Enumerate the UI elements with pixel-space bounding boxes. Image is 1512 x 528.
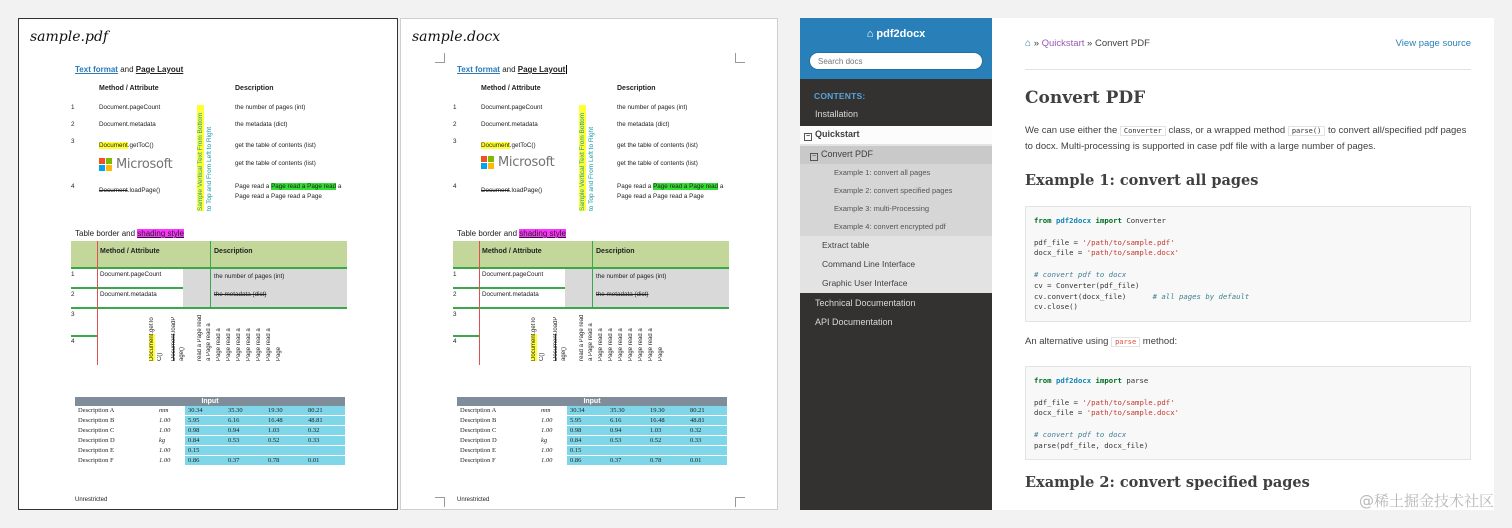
code-block-2: from pdf2docx import parse pdf_file = '/path/to/sample.pdf' docx_file = 'path/to/sample.docx' # convert pdf to docx parse(pdf_file, docx_file) bbox=[1025, 366, 1471, 460]
input-table-header: Input bbox=[75, 397, 345, 406]
rotated-text: Page read a bbox=[266, 328, 272, 361]
table-cell: Page read a Page read a Page read a bbox=[235, 183, 342, 190]
section-heading-table-border: Table border and shading style bbox=[75, 229, 184, 238]
table-header-method: Method / Attribute bbox=[99, 85, 159, 92]
row-number: 4 bbox=[453, 338, 457, 345]
rotated-text: Page read a bbox=[216, 328, 222, 361]
rotated-text: a Page read a bbox=[588, 323, 594, 361]
crop-mark bbox=[435, 53, 445, 63]
table-cell: the number of pages (int) bbox=[617, 104, 688, 111]
sidebar-item-quickstart[interactable]: − Quickstart bbox=[800, 126, 992, 144]
rotated-text: age() bbox=[561, 346, 567, 361]
bordered-table bbox=[453, 241, 729, 365]
table-cell: Document.pageCount bbox=[99, 104, 161, 111]
rotated-text: Page bbox=[658, 346, 664, 361]
table-cell: the metadata (dict) bbox=[235, 121, 288, 128]
microsoft-logo: Microsoft bbox=[481, 155, 554, 170]
table-row: Description F 1.00 0.86 0.37 0.78 0.01 bbox=[75, 456, 345, 466]
table-row: Description D kg 0.84 0.53 0.52 0.33 bbox=[75, 436, 345, 446]
rotated-text: Page read a bbox=[256, 328, 262, 361]
row-number: 1 bbox=[71, 271, 75, 278]
sidebar-item-installation[interactable]: Installation bbox=[815, 109, 859, 119]
table-row: Description C 1.00 0.98 0.94 1.03 0.32 bbox=[75, 426, 345, 436]
table-cell: get the table of contents (list) bbox=[617, 160, 698, 167]
table-header-description: Description bbox=[235, 85, 274, 92]
table-cell: Document.getToC() bbox=[99, 142, 154, 149]
example-2-heading: Example 2: convert specified pages bbox=[1025, 474, 1310, 491]
table-header-method: Method / Attribute bbox=[482, 248, 542, 255]
docx-page-title: sample.docx bbox=[412, 29, 501, 45]
crop-mark bbox=[435, 497, 445, 507]
breadcrumb-quickstart-link[interactable]: Quickstart bbox=[1041, 38, 1085, 49]
method-table bbox=[453, 81, 747, 231]
table-cell: the metadata (dict) bbox=[596, 291, 649, 298]
footer-label: Unrestricted bbox=[75, 497, 108, 503]
rotated-text: Document.loadP bbox=[553, 316, 559, 361]
rotated-text: age() bbox=[179, 346, 185, 361]
table-cell: the metadata (dict) bbox=[617, 121, 670, 128]
sidebar-item-example-3[interactable]: Example 3: multi-Processing bbox=[800, 200, 992, 218]
rotated-text: Page bbox=[276, 346, 282, 361]
home-icon: ⌂ bbox=[866, 28, 874, 40]
text-cursor bbox=[566, 65, 567, 74]
brand-link[interactable]: ⌂ pdf2docx bbox=[866, 28, 926, 40]
rotated-text: Page read a bbox=[226, 328, 232, 361]
table-cell: the metadata (dict) bbox=[214, 291, 267, 298]
pdf-page-title: sample.pdf bbox=[30, 29, 109, 45]
vertical-text: Sample Vertical Text From Bottom bbox=[197, 105, 204, 211]
sidebar-header bbox=[800, 18, 992, 79]
table-row: Description A mm 30.34 35.30 19.30 80.21 bbox=[457, 406, 727, 416]
row-number: 1 bbox=[71, 104, 75, 111]
collapse-icon[interactable]: − bbox=[811, 153, 817, 160]
row-number: 3 bbox=[71, 311, 75, 318]
table-cell: the number of pages (int) bbox=[214, 273, 285, 280]
row-number: 3 bbox=[453, 138, 457, 145]
table-row: Description B 1.00 5.95 6.16 16.48 48.81 bbox=[457, 416, 727, 426]
docx-page bbox=[400, 18, 778, 510]
rotated-text: a Page read a bbox=[206, 323, 212, 361]
table-cell: Document.pageCount bbox=[481, 104, 543, 111]
collapse-icon[interactable]: − bbox=[805, 133, 811, 140]
table-header-method: Method / Attribute bbox=[100, 248, 160, 255]
rotated-text: Page read a bbox=[598, 328, 604, 361]
watermark: @稀土掘金技术社区 bbox=[1358, 492, 1494, 510]
row-number: 3 bbox=[71, 138, 75, 145]
row-number: 4 bbox=[453, 183, 457, 190]
vertical-text: Sample Vertical Text From Bottom bbox=[579, 105, 586, 211]
rotated-text: C() bbox=[157, 352, 163, 361]
divider bbox=[1025, 69, 1471, 70]
table-cell: get the table of contents (list) bbox=[235, 160, 316, 167]
table-cell: Document.pageCount bbox=[100, 271, 162, 278]
page-title: Convert PDF bbox=[1025, 88, 1146, 108]
table-row: Description F 1.00 0.86 0.37 0.78 0.01 bbox=[457, 456, 727, 466]
input-table-header: Input bbox=[457, 397, 727, 406]
table-cell: Page read a Page read a Page bbox=[617, 193, 704, 200]
table-row: Description E 1.00 0.15 bbox=[457, 446, 727, 456]
sidebar-item-example-1[interactable]: Example 1: convert all pages bbox=[800, 164, 992, 182]
footer-label: Unrestricted bbox=[457, 497, 490, 503]
table-cell: Page read a Page read a Page bbox=[235, 193, 322, 200]
bordered-table bbox=[71, 241, 347, 365]
docs-site bbox=[800, 18, 1494, 510]
row-number: 4 bbox=[71, 338, 75, 345]
table-cell: get the table of contents (list) bbox=[617, 142, 698, 149]
sidebar-item-convert-pdf[interactable]: − Convert PDF bbox=[800, 146, 992, 164]
table-cell: get the table of contents (list) bbox=[235, 142, 316, 149]
sidebar-item-example-4[interactable]: Example 4: convert encrypted pdf bbox=[800, 218, 992, 236]
home-icon[interactable]: ⌂ bbox=[1025, 38, 1032, 49]
row-number: 4 bbox=[71, 183, 75, 190]
rotated-text: C() bbox=[539, 352, 545, 361]
table-cell: Document.pageCount bbox=[482, 271, 544, 278]
row-number: 3 bbox=[453, 311, 457, 318]
table-row: Description C 1.00 0.98 0.94 1.03 0.32 bbox=[457, 426, 727, 436]
table-row: Description B 1.00 5.95 6.16 16.48 48.81 bbox=[75, 416, 345, 426]
rotated-text: Page read a bbox=[236, 328, 242, 361]
sidebar-item-cli[interactable]: Command Line Interface bbox=[800, 255, 992, 274]
view-page-source-link[interactable]: View page source bbox=[1395, 38, 1471, 49]
crop-mark bbox=[735, 53, 745, 63]
method-table bbox=[71, 81, 365, 231]
intro-paragraph: We can use either the Converter class, or a wrapped method parse() to convert all/specified pdf pages to docx. Multi-processing is supported in case pdf file with a large number of pages. bbox=[1025, 125, 1467, 152]
rotated-text: Page read a bbox=[648, 328, 654, 361]
microsoft-logo-icon bbox=[99, 158, 112, 171]
sidebar-item-technical-documentation[interactable]: Technical Documentation bbox=[815, 298, 916, 308]
pdf-page bbox=[18, 18, 398, 510]
table-cell: Document.metadata bbox=[482, 291, 539, 298]
row-number: 2 bbox=[453, 121, 457, 128]
row-number: 1 bbox=[453, 104, 457, 111]
table-header-description: Description bbox=[214, 248, 253, 255]
example-1-heading: Example 1: convert all pages bbox=[1025, 172, 1259, 189]
table-cell: Document.loadPage() bbox=[481, 187, 543, 194]
vertical-text: to Top and From Left to Right bbox=[206, 126, 213, 211]
sidebar bbox=[800, 18, 992, 510]
rotated-text: Page read a bbox=[608, 328, 614, 361]
table-cell: Page read a Page read a Page read a bbox=[617, 183, 724, 190]
table-header-method: Method / Attribute bbox=[481, 85, 541, 92]
breadcrumb-current: Convert PDF bbox=[1094, 38, 1150, 49]
row-number: 2 bbox=[71, 291, 75, 298]
rotated-text: Page read a bbox=[246, 328, 252, 361]
rotated-text: Document.loadP bbox=[171, 316, 177, 361]
contents-caption: CONTENTS: bbox=[814, 91, 866, 101]
vertical-text: to Top and From Left to Right bbox=[588, 126, 595, 211]
crop-mark bbox=[735, 497, 745, 507]
row-number: 1 bbox=[453, 271, 457, 278]
rotated-text: read a Page read bbox=[197, 314, 203, 361]
rotated-text: Page read a bbox=[638, 328, 644, 361]
rotated-text: read a Page read bbox=[579, 314, 585, 361]
rotated-text: Document.getTo bbox=[531, 317, 537, 361]
section-heading-text-format: Text format and Page Layout bbox=[75, 65, 184, 74]
alternative-paragraph: An alternative using parse method: bbox=[1025, 336, 1178, 347]
sidebar-item-example-2[interactable]: Example 2: convert specified pages bbox=[800, 182, 992, 200]
microsoft-logo: Microsoft bbox=[99, 157, 172, 172]
table-cell: the number of pages (int) bbox=[596, 273, 667, 280]
sidebar-item-gui[interactable]: Graphic User Interface bbox=[800, 274, 992, 293]
table-cell: Document.metadata bbox=[99, 121, 156, 128]
table-row: Description E 1.00 0.15 bbox=[75, 446, 345, 456]
table-row: Description D kg 0.84 0.53 0.52 0.33 bbox=[457, 436, 727, 446]
sidebar-item-api-documentation[interactable]: API Documentation bbox=[815, 317, 893, 327]
rotated-text: Page read a bbox=[618, 328, 624, 361]
row-number: 2 bbox=[453, 291, 457, 298]
table-row: Description A mm 30.34 35.30 19.30 80.21 bbox=[75, 406, 345, 416]
table-cell: Document.metadata bbox=[481, 121, 538, 128]
row-number: 2 bbox=[71, 121, 75, 128]
table-cell: the number of pages (int) bbox=[235, 104, 306, 111]
rotated-text: Page read a bbox=[628, 328, 634, 361]
table-cell: Document.metadata bbox=[100, 291, 157, 298]
table-header-description: Description bbox=[596, 248, 635, 255]
search-input[interactable] bbox=[809, 52, 983, 70]
table-cell: Document.getToC() bbox=[481, 142, 536, 149]
sidebar-item-extract-table[interactable]: Extract table bbox=[800, 236, 992, 255]
section-heading-text-format: Text format and Page Layout bbox=[457, 65, 566, 74]
breadcrumb: ⌂ » Quickstart » Convert PDF bbox=[1025, 38, 1150, 49]
rotated-text: Document.getTo bbox=[149, 317, 155, 361]
table-header-description: Description bbox=[617, 85, 656, 92]
code-block-1: from pdf2docx import Converter pdf_file = '/path/to/sample.pdf' docx_file = 'path/to/sample.docx' # convert pdf to docx cv = Converter(pdf_file) cv.convert(docx_file) # all pages by default cv.close() bbox=[1025, 206, 1471, 322]
section-heading-table-border: Table border and shading style bbox=[457, 229, 566, 238]
table-cell: Document.loadPage() bbox=[99, 187, 161, 194]
microsoft-logo-icon bbox=[481, 156, 494, 169]
